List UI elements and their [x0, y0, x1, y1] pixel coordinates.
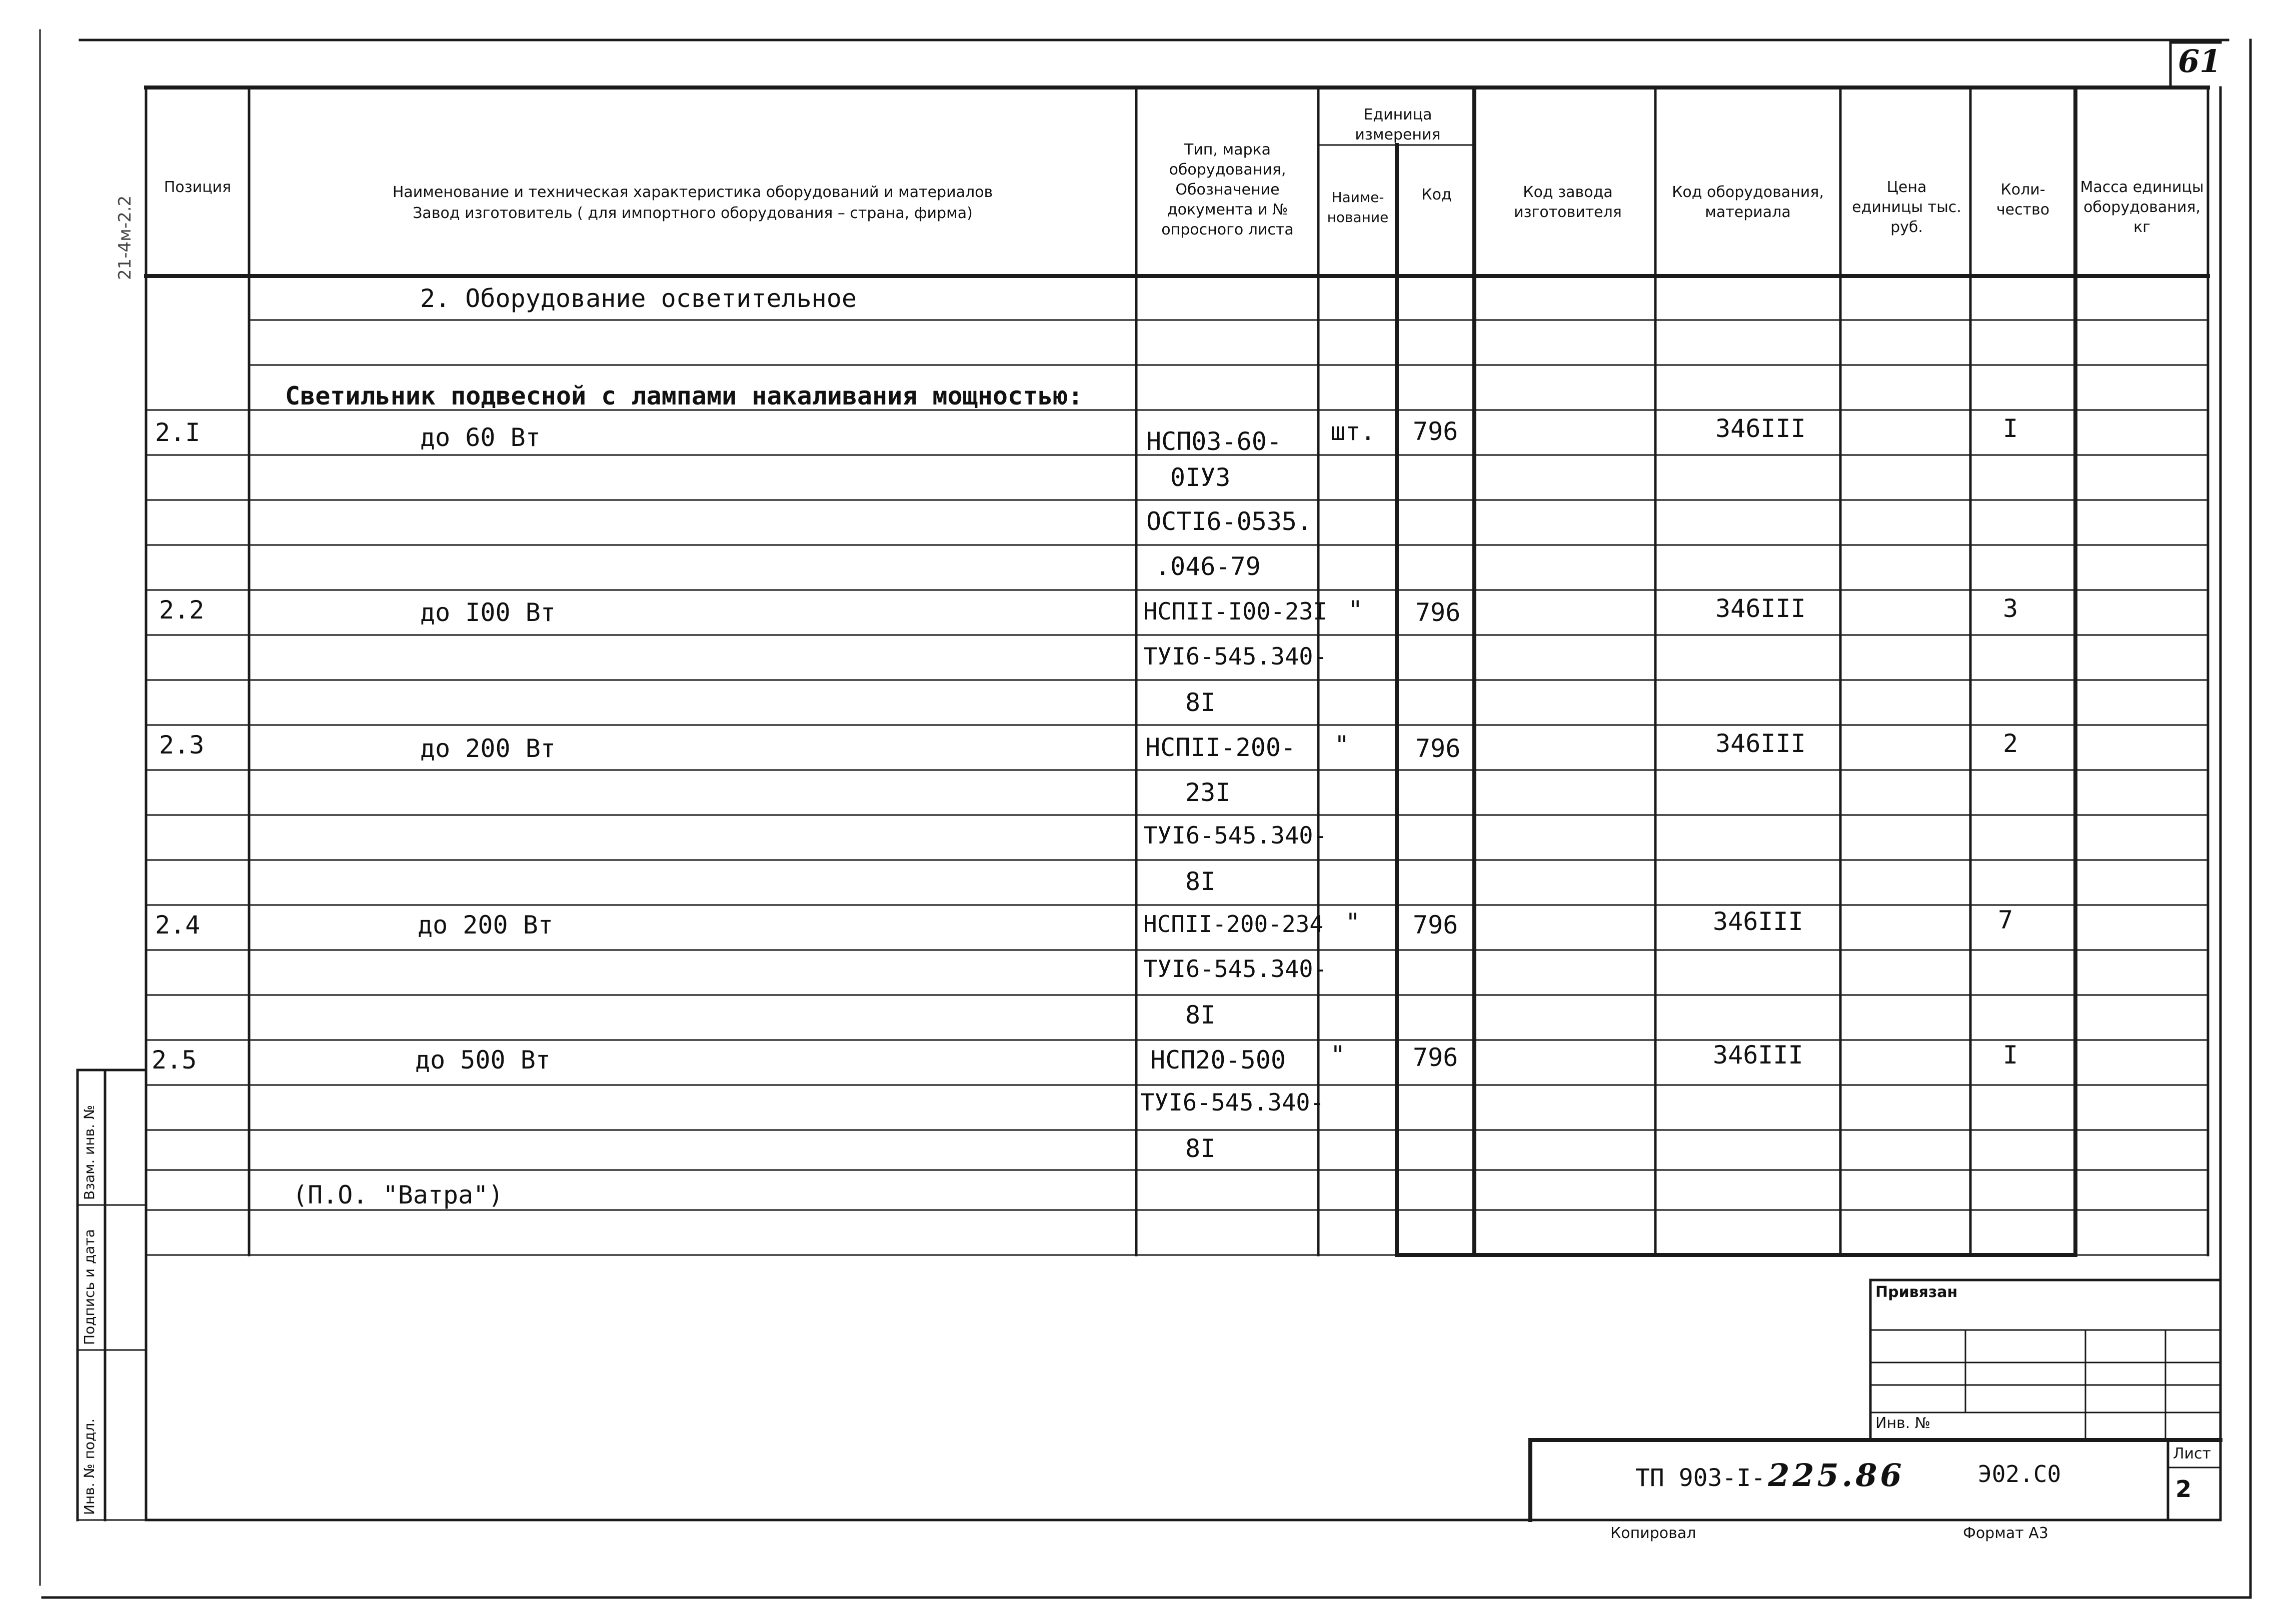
item-type-line: 8I [1185, 867, 1216, 896]
margin-label-original-inv: Инв. № подл. [81, 1418, 98, 1515]
section-title: 2. Оборудование осветительное [420, 284, 857, 313]
document-code-prefix: ТП 903-I- [1635, 1464, 1766, 1492]
item-quantity: I [2003, 414, 2018, 443]
item-quantity: 3 [2003, 594, 2018, 623]
item-quantity: 2 [2003, 729, 2018, 758]
document-code-number: 225.86 [1768, 1457, 1905, 1494]
item-unit: " [1330, 1040, 1346, 1070]
item-type-line: ОСТI6-0535. [1146, 507, 1312, 536]
item-equipment-code: 346III [1715, 729, 1806, 758]
stamp-bound-label: Привязан [1875, 1284, 1958, 1301]
footer-format: Формат А3 [1963, 1524, 2048, 1542]
item-name: до I00 Вт [420, 598, 556, 627]
item-type-line: ТУI6-545.340- [1143, 643, 1327, 670]
item-position: 2.3 [159, 730, 205, 760]
sheet-number: 2 [2175, 1476, 2192, 1502]
item-type-line: НСП03-60- [1146, 427, 1282, 456]
item-type-line: НСП20-500 [1150, 1046, 1286, 1074]
item-unit-code: 796 [1415, 734, 1461, 763]
header-quantity: Коли-чество [1996, 181, 2050, 218]
item-type-line: НСПII-I00-23I [1143, 598, 1327, 626]
item-type-line: ТУI6-545.340- [1143, 956, 1327, 983]
item-type-line: 8I [1185, 1000, 1216, 1030]
item-position: 2.5 [152, 1046, 197, 1074]
item-unit: " [1334, 730, 1350, 760]
header-unit-code: Код [1421, 186, 1452, 204]
item-type-line: 8I [1185, 1134, 1216, 1163]
header-price: Цена единицы тыс. руб. [1852, 178, 1961, 236]
item-type-line: 23I [1185, 778, 1231, 807]
item-quantity: 7 [1998, 906, 2013, 934]
header-unit-name: Наиме-нование [1327, 189, 1389, 226]
item-unit: " [1348, 596, 1363, 624]
item-equipment-code: 346III [1715, 594, 1806, 623]
header-factory-code: Код завода изготовителя [1514, 184, 1622, 221]
header-name-line1: Наименование и техническая характеристика оборудований и материалов [392, 184, 993, 201]
stamp-inv-label: Инв. № [1875, 1414, 1931, 1432]
item-unit-code: 796 [1413, 1043, 1458, 1072]
item-equipment-code: 346III [1713, 1040, 1803, 1070]
item-unit: шт. [1330, 417, 1376, 446]
item-equipment-code: 346III [1713, 907, 1803, 936]
sheet-label: Лист [2173, 1445, 2211, 1462]
header-mass: Масса единицы оборудования, кг [2080, 178, 2204, 236]
item-type-line: .046-79 [1155, 552, 1261, 581]
item-name: до 200 Вт [418, 910, 553, 940]
item-position: 2.2 [159, 596, 205, 624]
header-type: Тип, марка оборудования, Обозначение документа и № опросного листа [1161, 141, 1294, 238]
item-type-line: 0IУ3 [1170, 463, 1231, 492]
item-position: 2.I [155, 418, 201, 447]
manufacturer-note: (П.О. "Ватра") [293, 1180, 504, 1210]
item-quantity: I [2003, 1040, 2018, 1070]
item-unit-code: 796 [1415, 598, 1461, 627]
item-unit-code: 796 [1413, 417, 1458, 446]
item-position: 2.4 [155, 910, 201, 940]
item-unit-code: 796 [1413, 910, 1458, 940]
margin-label-replaced-inv: Взам. инв. № [81, 1104, 98, 1200]
item-name: до 200 Вт [420, 734, 556, 763]
header-unit-group: Единица измерения [1355, 106, 1441, 144]
corner-sheet-number: 61 [2178, 43, 2221, 80]
side-code: 21-4м-2.2 [115, 195, 135, 280]
item-unit: " [1345, 908, 1361, 937]
item-equipment-code: 346III [1715, 414, 1806, 443]
item-type-line: ТУI6-545.340- [1140, 1089, 1324, 1116]
document-suffix: Э02.С0 [1978, 1460, 2061, 1488]
item-type-line: ТУI6-545.340- [1143, 822, 1327, 850]
group-title: Светильник подвесной с лампами накаливания мощностью: [285, 382, 1083, 410]
header-name-line2: Завод изготовитель ( для импортного оборудования – страна, фирма) [413, 204, 973, 222]
item-name: до 60 Вт [420, 423, 541, 452]
item-name: до 500 Вт [415, 1046, 551, 1074]
item-type-line: НСПII-200-234 [1143, 910, 1324, 938]
margin-label-signature: Подпись и дата [81, 1229, 98, 1345]
item-type-line: 8I [1185, 688, 1216, 717]
header-equipment-code: Код оборудования, материала [1672, 184, 1824, 221]
footer-copied: Копировал [1610, 1524, 1696, 1542]
item-type-line: НСПII-200- [1145, 733, 1296, 762]
header-position: Позиция [164, 178, 232, 196]
document-code [1635, 1457, 1905, 1494]
